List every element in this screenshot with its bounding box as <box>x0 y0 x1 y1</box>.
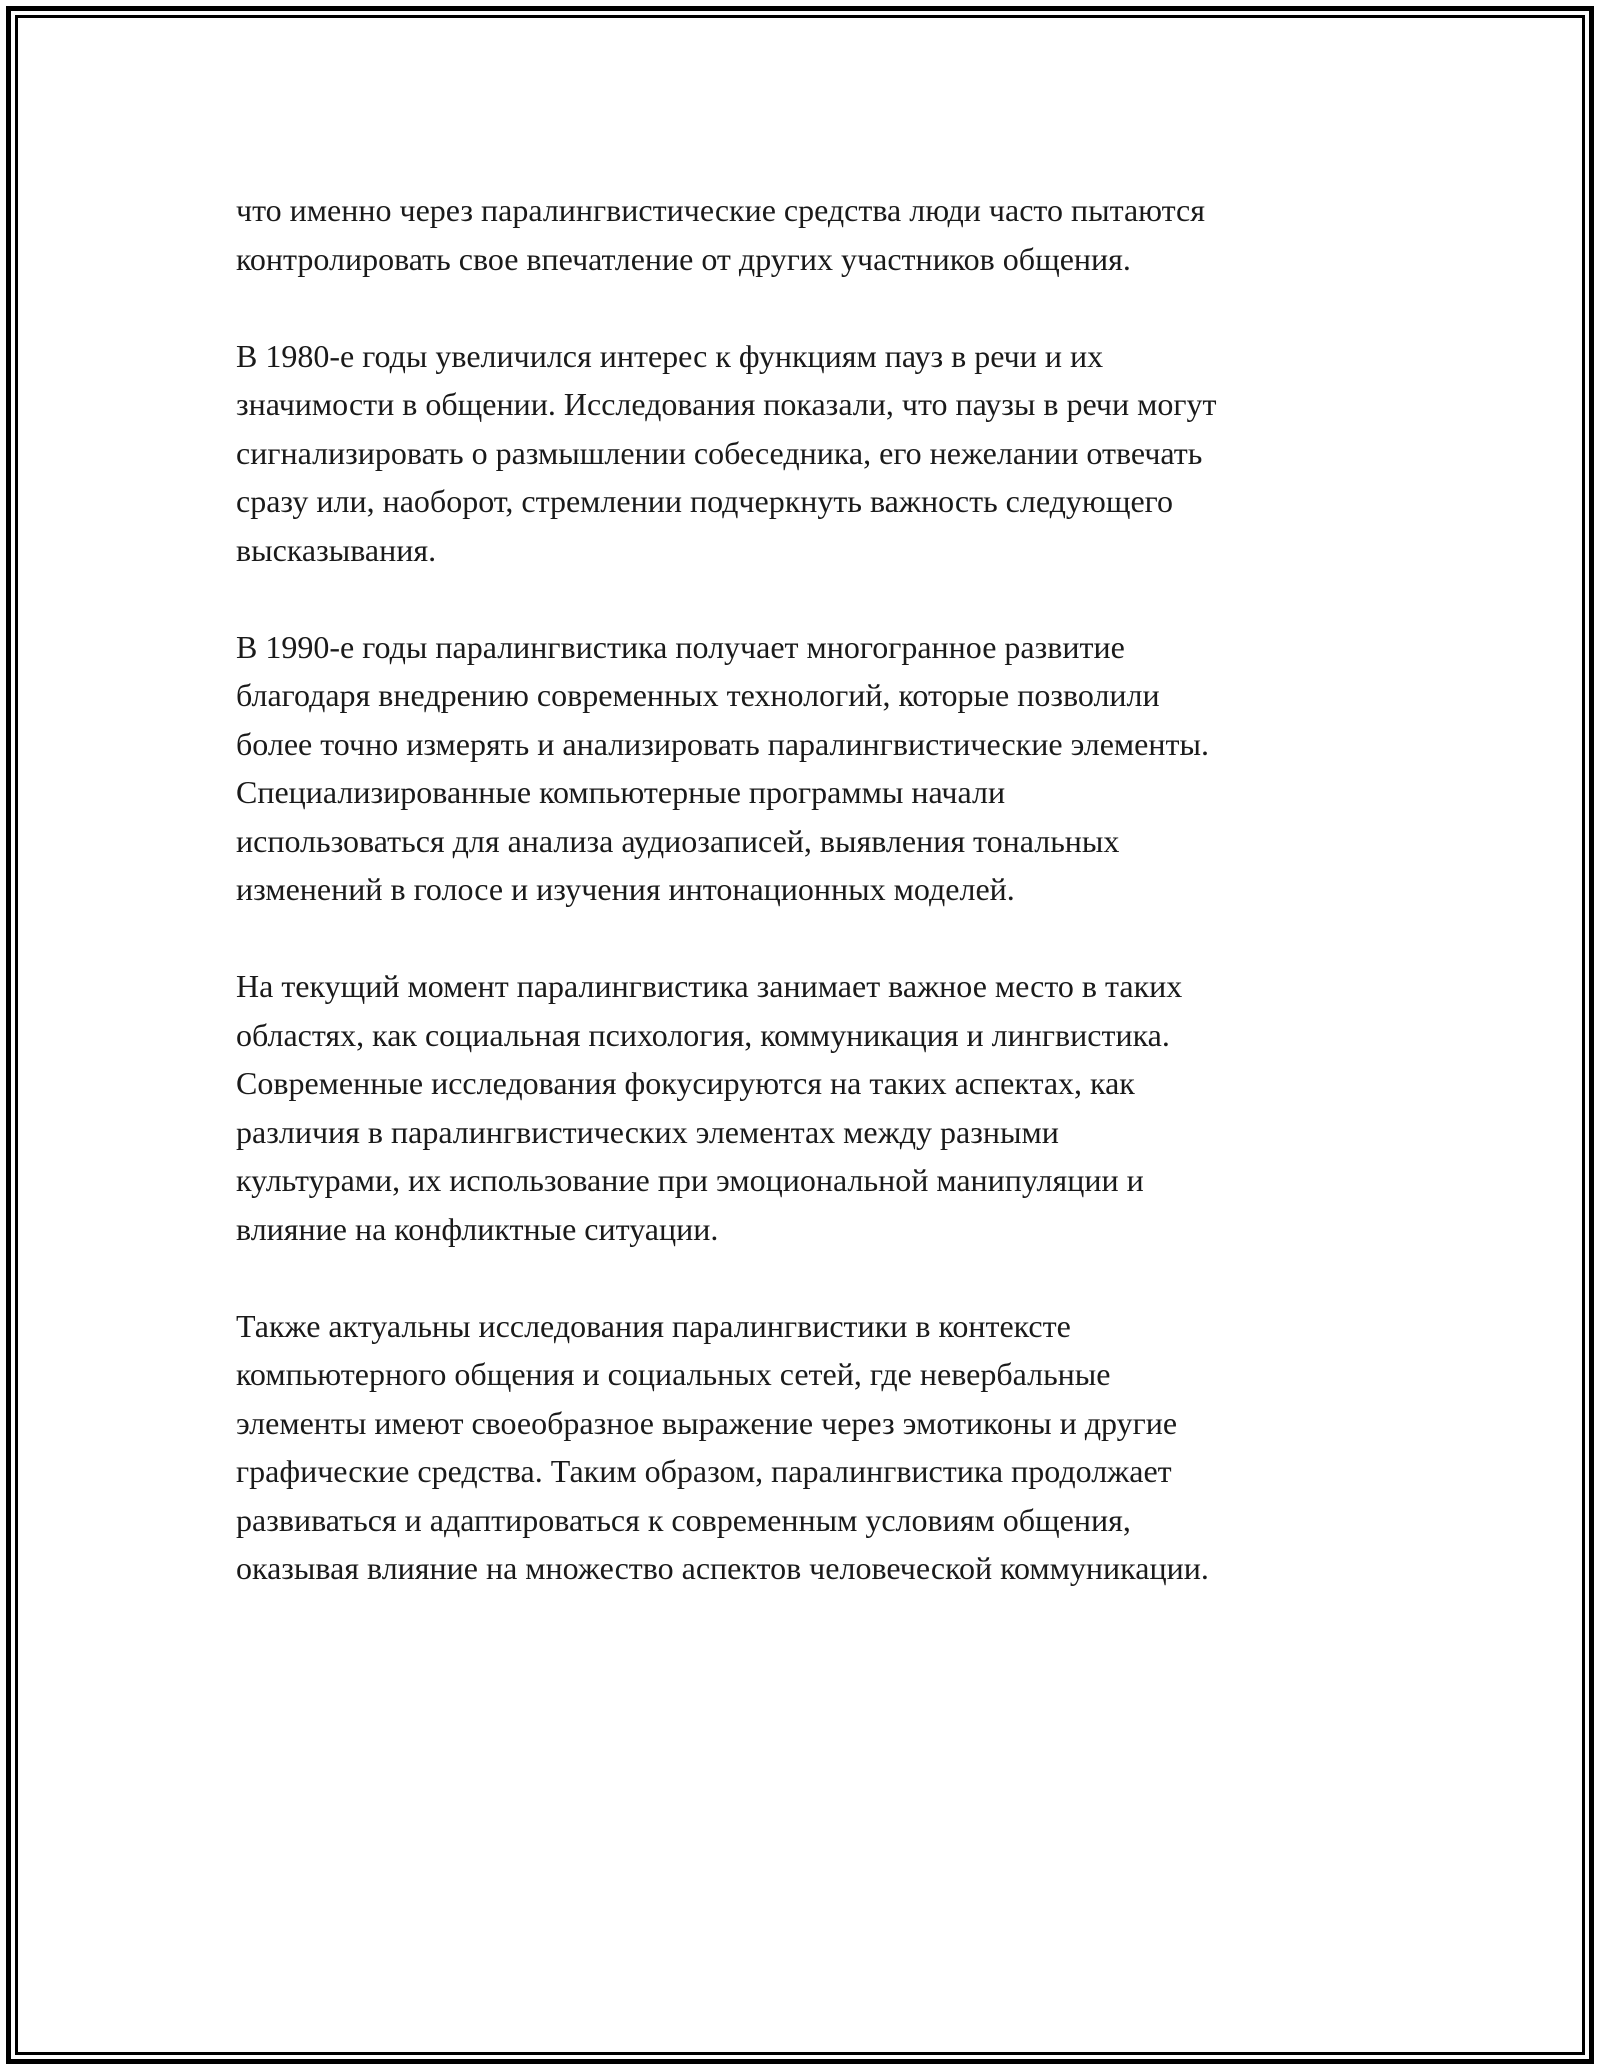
paragraph-5 <box>236 1302 1386 1593</box>
text-line: В 1980-е годы увеличился интерес к функциям пауз в речи и их <box>236 337 1104 374</box>
text-line: влияние на конфликтные ситуации. <box>236 1210 719 1247</box>
text-line: культурами, их использование при эмоциональной манипуляции и <box>236 1162 1144 1198</box>
text-line: изменений в голосе и изучения интонационных моделей. <box>236 871 1015 907</box>
text-line: Современные исследования фокусируются на таких аспектах, как <box>236 1065 1135 1101</box>
text-line: Специализированные компьютерные программы начали <box>236 774 1006 810</box>
text-line: элементы имеют своеобразное выражение через эмотиконы и другие <box>236 1404 1178 1441</box>
text-line: контролировать свое впечатление от других участников общения. <box>236 240 1131 277</box>
text-line: оказывая влияние на множество аспектов человеческой коммуникации. <box>236 1550 1209 1586</box>
text-line: Также актуальны исследования паралингвистики в контексте <box>236 1307 1071 1344</box>
text-line: графические средства. Таким образом, паралингвистика продолжает <box>236 1453 1172 1489</box>
text-line: высказывания. <box>236 531 437 568</box>
paragraph-3 <box>236 623 1386 914</box>
text-line: областях, как социальная психология, коммуникация и лингвистика. <box>236 1016 1170 1053</box>
document-body <box>236 186 1386 1593</box>
paragraph-1 <box>236 186 1386 283</box>
text-line: более точно измерять и анализировать паралингвистические элементы. <box>236 725 1209 762</box>
text-line: значимости в общении. Исследования показали, что паузы в речи могут <box>236 386 1217 422</box>
text-line: компьютерного общения и социальных сетей, где невербальные <box>236 1356 1111 1392</box>
paragraph-2 <box>236 332 1386 575</box>
text-line: сразу или, наоборот, стремлении подчеркнуть важность следующего <box>236 483 1173 519</box>
paragraph-4 <box>236 962 1386 1253</box>
text-line: использоваться для анализа аудиозаписей, выявления тональных <box>236 822 1120 859</box>
text-line: развиваться и адаптироваться к современным условиям общения, <box>236 1501 1131 1538</box>
text-line: различия в паралингвистических элементах между разными <box>236 1113 1059 1150</box>
text-line: что именно через паралингвистические средства люди часто пытаются <box>236 192 1205 228</box>
text-line: благодаря внедрению современных технологий, которые позволили <box>236 677 1160 713</box>
text-line: сигнализировать о размышлении собеседника, его нежелании отвечать <box>236 434 1203 471</box>
text-line: На текущий момент паралингвистика занимает важное место в таких <box>236 968 1183 1004</box>
text-line: В 1990-е годы паралингвистика получает многогранное развитие <box>236 628 1125 665</box>
